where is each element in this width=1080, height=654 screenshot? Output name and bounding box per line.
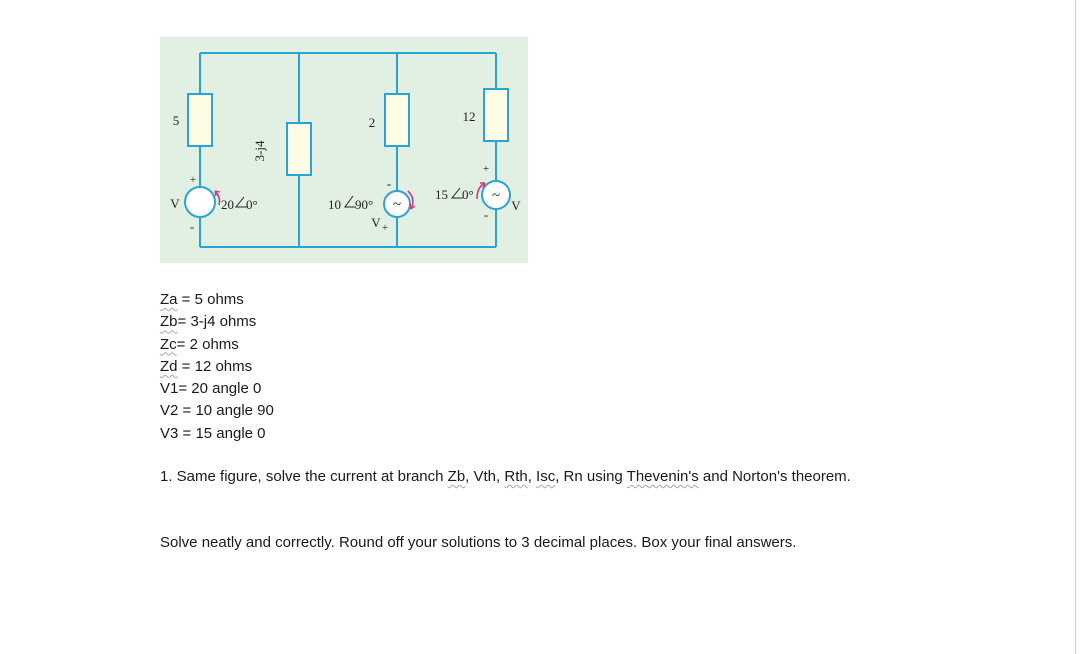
v1-angle: 0° xyxy=(246,197,258,212)
given-v3: V3 = 15 angle 0 xyxy=(160,424,266,442)
zc-symbol: Zc xyxy=(160,335,177,353)
v2-magnitude: 10 xyxy=(328,197,341,212)
za-text: = 5 ohms xyxy=(177,291,244,308)
question-part-3: , xyxy=(527,468,537,485)
label-zb: 3-j4 xyxy=(252,140,267,162)
question-part-2: , Vth, xyxy=(465,468,505,485)
question-part-4: , Rn using xyxy=(555,468,627,485)
question-thevenins: Thevenin's xyxy=(626,468,699,485)
v3-plus-sign: + xyxy=(482,163,490,175)
v2-angle: 90° xyxy=(355,197,374,212)
resistor-zc xyxy=(385,94,409,146)
resistor-zb xyxy=(287,123,311,175)
question-text xyxy=(160,466,880,487)
label-za: 5 xyxy=(172,113,180,128)
question-zb: Zb xyxy=(447,468,466,485)
resistor-za xyxy=(188,94,212,146)
label-zc: 2 xyxy=(368,115,376,130)
v1-magnitude: 20 xyxy=(221,197,234,212)
v3-minus-sign: - xyxy=(483,207,489,222)
v2-minus-sign: - xyxy=(386,176,392,191)
v2-sine-symbol: ~ xyxy=(392,197,402,213)
page-edge-rule xyxy=(1075,0,1076,654)
za-symbol: Za xyxy=(160,291,178,308)
question-part-5: and Norton's theorem. xyxy=(698,468,851,485)
v3-magnitude: 15 xyxy=(435,187,448,202)
v1-plus-sign: + xyxy=(189,174,197,186)
given-zb xyxy=(160,311,274,333)
zb-text: = 3-j4 ohms xyxy=(177,313,257,331)
zb-symbol: Zb xyxy=(160,313,178,331)
v3-angle: 0° xyxy=(462,187,474,202)
given-values xyxy=(160,289,274,445)
resistor-zd xyxy=(484,89,508,141)
circuit-diagram xyxy=(160,37,528,263)
instructions-text: Solve neatly and correctly. Round off your solutions to 3 decimal places. Box your final answers. xyxy=(160,534,797,551)
given-zc xyxy=(160,334,274,356)
zd-text: = 12 ohms xyxy=(177,357,253,375)
given-zd xyxy=(160,356,274,378)
v1-name: V xyxy=(170,196,180,211)
question-isc: Isc xyxy=(536,468,556,485)
v2-plus-sign: + xyxy=(381,222,389,234)
v2-name: V xyxy=(371,215,381,230)
question-rth: Rth xyxy=(504,468,528,485)
label-zd: 12 xyxy=(462,109,476,124)
v1-minus-sign: - xyxy=(189,219,195,234)
given-v2: V2 = 10 angle 90 xyxy=(160,402,274,420)
v3-sine-symbol: ~ xyxy=(491,188,501,204)
v3-name: V xyxy=(511,198,521,213)
zc-text: = 2 ohms xyxy=(176,335,239,353)
given-za xyxy=(160,289,274,311)
given-v1: V1= 20 angle 0 xyxy=(160,380,262,398)
zd-symbol: Zd xyxy=(160,357,178,375)
question-part-1: 1. Same figure, solve the current at branch xyxy=(160,468,448,485)
